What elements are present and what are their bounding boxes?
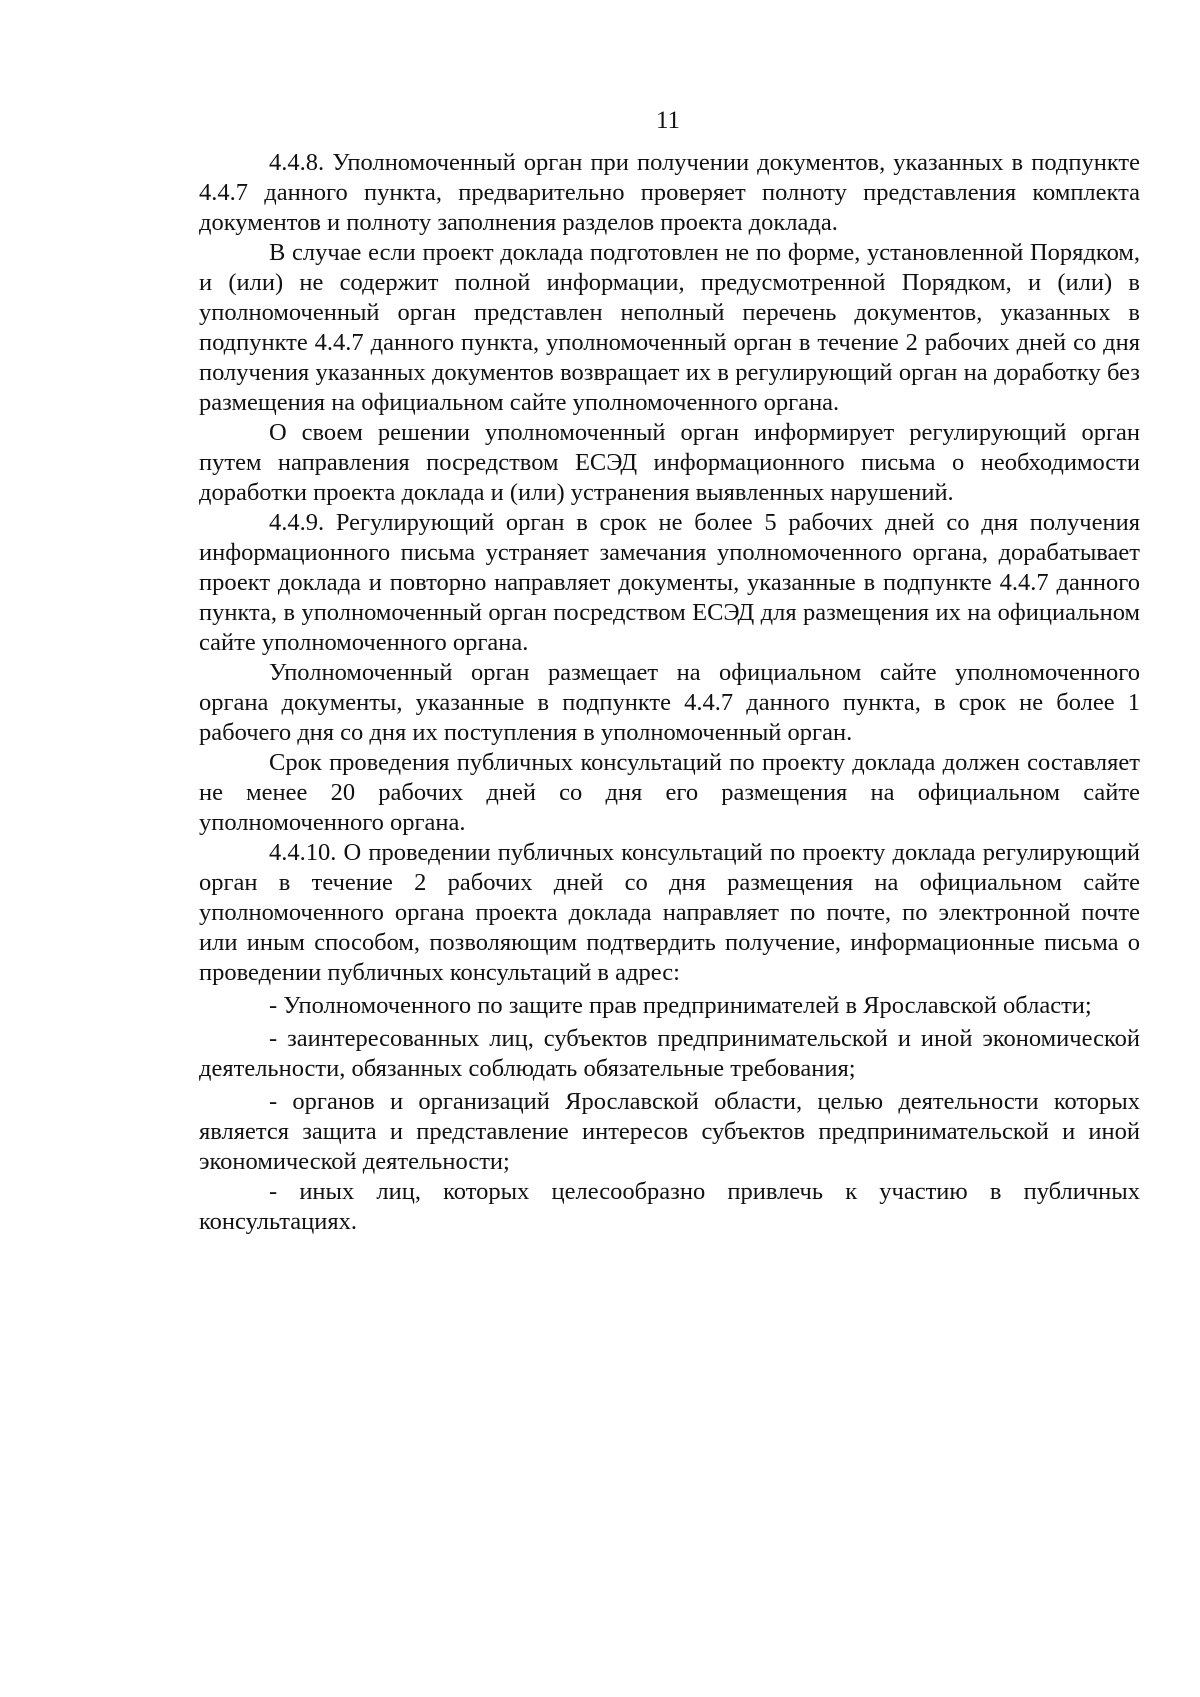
paragraph-return-conditions: В случае если проект доклада подготовлен не по форме, установленной Порядком, и (или) не содержит полной информации, предусмотренной Порядком, и (или) в уполномоченный орган представлен неполный перечень документов, указанных в подпункте 4.4.7 данного пункта, уполномоченный орган в течение 2 рабочих дней со дня получения указанных документов возвращает их в регулирующий орган на доработку без размещения на официальном сайте уполномоченного органа. xyxy=(199,239,1140,416)
list-item-other-persons: - иных лиц, которых целесообразно привлечь к участию в публичных консультациях. xyxy=(199,1178,1140,1235)
list-item-organizations: - органов и организаций Ярославской области, целью деятельности которых является защита и представление интересов субъектов предпринимательской и иной экономической деятельности; xyxy=(199,1088,1140,1175)
list-item-interested-parties: - заинтересованных лиц, субъектов предпринимательской и иной экономической деятельности, обязанных соблюдать обязательные требования; xyxy=(199,1025,1140,1082)
paragraph-consultation-duration: Срок проведения публичных консультаций по проекту доклада должен составляет не менее 20 рабочих дней со дня его размещения на официальном сайте уполномоченного органа. xyxy=(199,749,1140,836)
page-number: 11 xyxy=(655,107,681,134)
paragraph-4-4-9: 4.4.9. Регулирующий орган в срок не более 5 рабочих дней со дня получения информационного письма устраняет замечания уполномоченного органа, дорабатывает проект доклада и повторно направляет документы, указанные в подпункте 4.4.7 данного пункта, в уполномоченный орган посредством ЕСЭД для размещения их на официальном сайте уполномоченного органа. xyxy=(199,509,1140,656)
document-body xyxy=(199,148,1140,1237)
paragraph-4-4-10: 4.4.10. О проведении публичных консультаций по проекту доклада регулирующий орган в течение 2 рабочих дней со дня размещения на официальном сайте уполномоченного органа проекта доклада направляет по почте, по электронной почте или иным способом, позволяющим подтвердить получение, информационные письма о проведении публичных консультаций в адрес: xyxy=(199,839,1140,986)
paragraph-4-4-8: 4.4.8. Уполномоченный орган при получении документов, указанных в подпункте 4.4.7 данного пункта, предварительно проверяет полноту представления комплекта документов и полноту заполнения разделов проекта доклада. xyxy=(199,149,1140,236)
list-item-ombudsman: - Уполномоченного по защите прав предпринимателей в Ярославской области; xyxy=(269,992,1092,1019)
paragraph-publication-term: Уполномоченный орган размещает на официальном сайте уполномоченного органа документы, указанные в подпункте 4.4.7 данного пункта, в срок не более 1 рабочего дня со дня их поступления в уполномоченный орган. xyxy=(199,659,1140,746)
paragraph-decision-notice: О своем решении уполномоченный орган информирует регулирующий орган путем направления посредством ЕСЭД информационного письма о необходимости доработки проекта доклада и (или) устранения выявленных нарушений. xyxy=(199,419,1140,506)
